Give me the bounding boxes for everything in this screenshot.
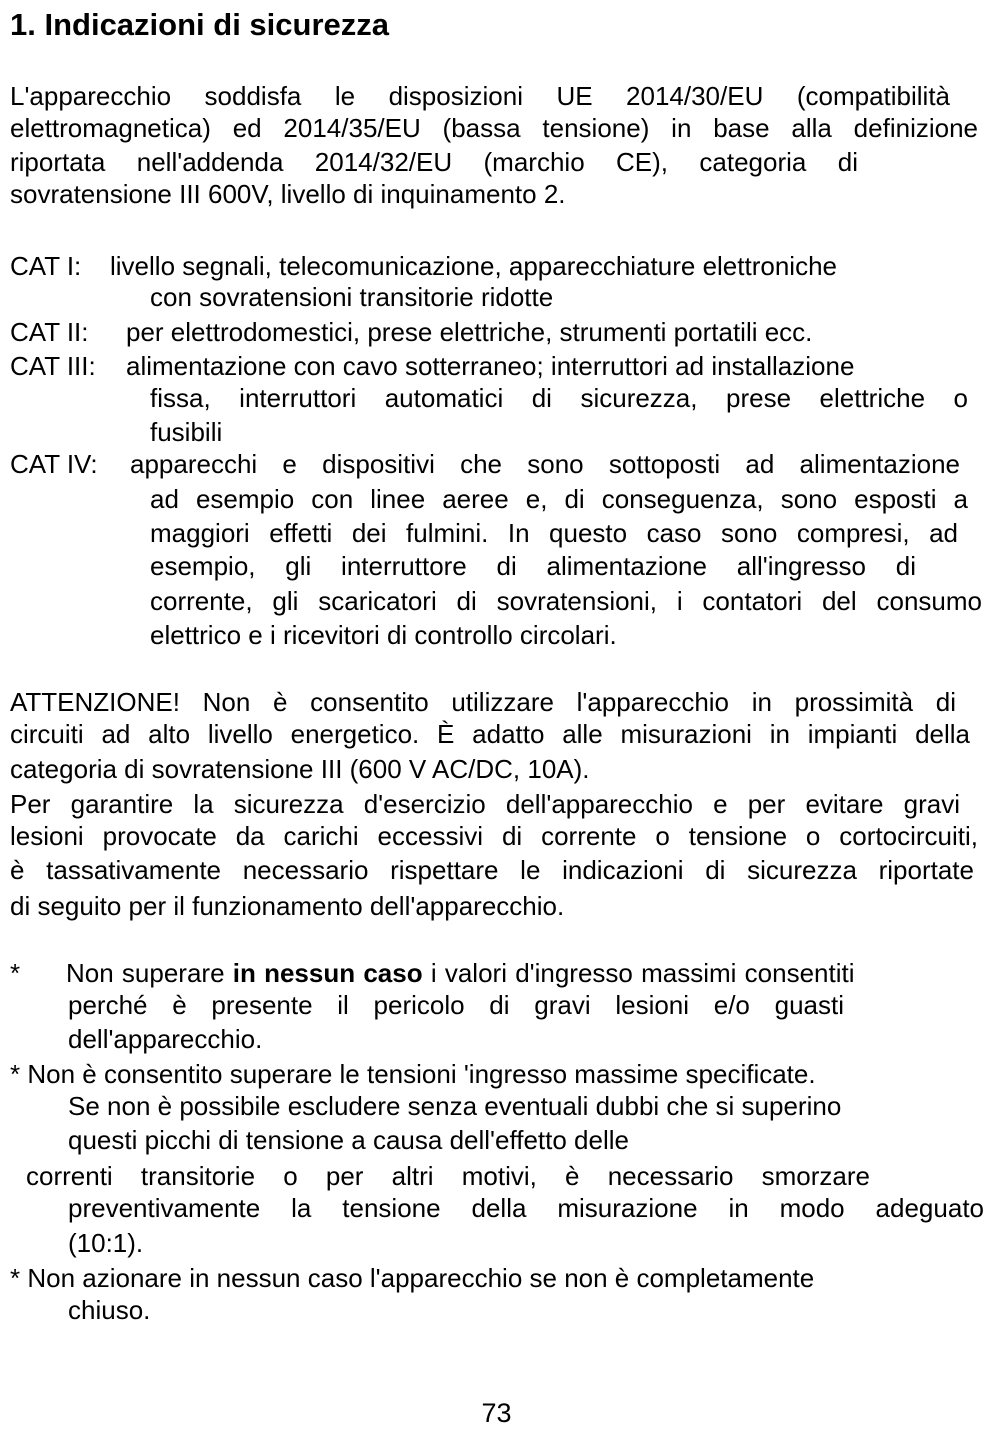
bullet-2-line-5: preventivamente la tensione della misurazione in modo adeguato [68, 1193, 984, 1223]
bullet-1-post: i valori d'ingresso massimi consentiti [422, 958, 855, 988]
bullet-1-star: * [10, 958, 21, 988]
intro-line-2: elettromagnetica) ed 2014/35/EU (bassa tensione) in base alla definizione [10, 113, 978, 143]
cat-4-line-4: esempio, gli interruttore di alimentazione all'ingresso di [150, 551, 916, 581]
bullet-1-line-2: perché è presente il pericolo di gravi lesioni e/o guasti [68, 990, 844, 1020]
bullet-3-line-2: chiuso. [68, 1295, 151, 1325]
cat-1-label: CAT I: [10, 251, 82, 281]
cat-1-line-2: con sovratensioni transitorie ridotte [150, 282, 554, 312]
intro-line-3: riportata nell'addenda 2014/32/EU (marchio CE), categoria di [10, 147, 858, 177]
bullet-1-line-3: dell'apparecchio. [68, 1024, 263, 1054]
bullet-2-line-3: questi picchi di tensione a causa dell'effetto delle [68, 1125, 629, 1155]
bullet-2-line-2: Se non è possibile escludere senza eventuali dubbi che si superino [68, 1091, 842, 1121]
warning-line-1: ATTENZIONE! Non è consentito utilizzare l'apparecchio in prossimità di [10, 687, 956, 717]
cat-4-label: CAT IV: [10, 449, 98, 479]
bullet-2-line-4: correnti transitorie o per altri motivi, è necessario smorzare [26, 1161, 870, 1191]
safety-line-3: è tassativamente necessario rispettare le indicazioni di sicurezza riportate [10, 855, 974, 885]
cat-3-line-1: alimentazione con cavo sotterraneo; interruttori ad installazione [126, 351, 855, 381]
bullet-2-line-6: (10:1). [68, 1228, 144, 1258]
cat-2-label: CAT II: [10, 317, 89, 347]
cat-4-line-3: maggiori effetti dei fulmini. In questo caso sono compresi, ad [150, 518, 958, 548]
warning-line-2: circuiti ad alto livello energetico. È adatto alle misurazioni in impianti della [10, 719, 970, 749]
cat-1-line-1: livello segnali, telecomunicazione, apparecchiature elettroniche [110, 251, 837, 281]
cat-4-line-1: apparecchi e dispositivi che sono sottoposti ad alimentazione [130, 449, 960, 479]
safety-line-2: lesioni provocate da carichi eccessivi di corrente o tensione o cortocircuiti, [10, 821, 978, 851]
bullet-2-line-1: * Non è consentito superare le tensioni 'ingresso massime specificate. [10, 1059, 816, 1089]
cat-4-line-2: ad esempio con linee aeree e, di conseguenza, sono esposti a [150, 484, 968, 514]
bullet-1-bold: in nessun caso [232, 958, 423, 988]
cat-3-label: CAT III: [10, 351, 96, 381]
bullet-1-line-1 [66, 957, 982, 989]
cat-4-line-5: corrente, gli scaricatori di sovratensioni, i contatori del consumo [150, 586, 982, 616]
warning-line-3: categoria di sovratensione III (600 V AC/DC, 10A). [10, 754, 590, 784]
cat-4-line-6: elettrico e i ricevitori di controllo circolari. [150, 620, 617, 650]
cat-3-line-3: fusibili [150, 417, 223, 447]
page-title: 1. Indicazioni di sicurezza [10, 7, 389, 42]
bullet-1-pre: Non superare [66, 958, 233, 988]
cat-3-line-2: fissa, interruttori automatici di sicurezza, prese elettriche o [150, 383, 968, 413]
safety-line-4: di seguito per il funzionamento dell'apparecchio. [10, 891, 565, 921]
bullet-3-line-1: * Non azionare in nessun caso l'apparecchio se non è completamente [10, 1263, 815, 1293]
intro-line-1: L'apparecchio soddisfa le disposizioni UE 2014/30/EU (compatibilità [10, 81, 950, 111]
safety-line-1: Per garantire la sicurezza d'esercizio dell'apparecchio e per evitare gravi [10, 789, 960, 819]
cat-2-line-1: per elettrodomestici, prese elettriche, strumenti portatili ecc. [126, 317, 813, 347]
page-number: 73 [481, 1398, 512, 1428]
intro-line-4: sovratensione III 600V, livello di inquinamento 2. [10, 179, 566, 209]
